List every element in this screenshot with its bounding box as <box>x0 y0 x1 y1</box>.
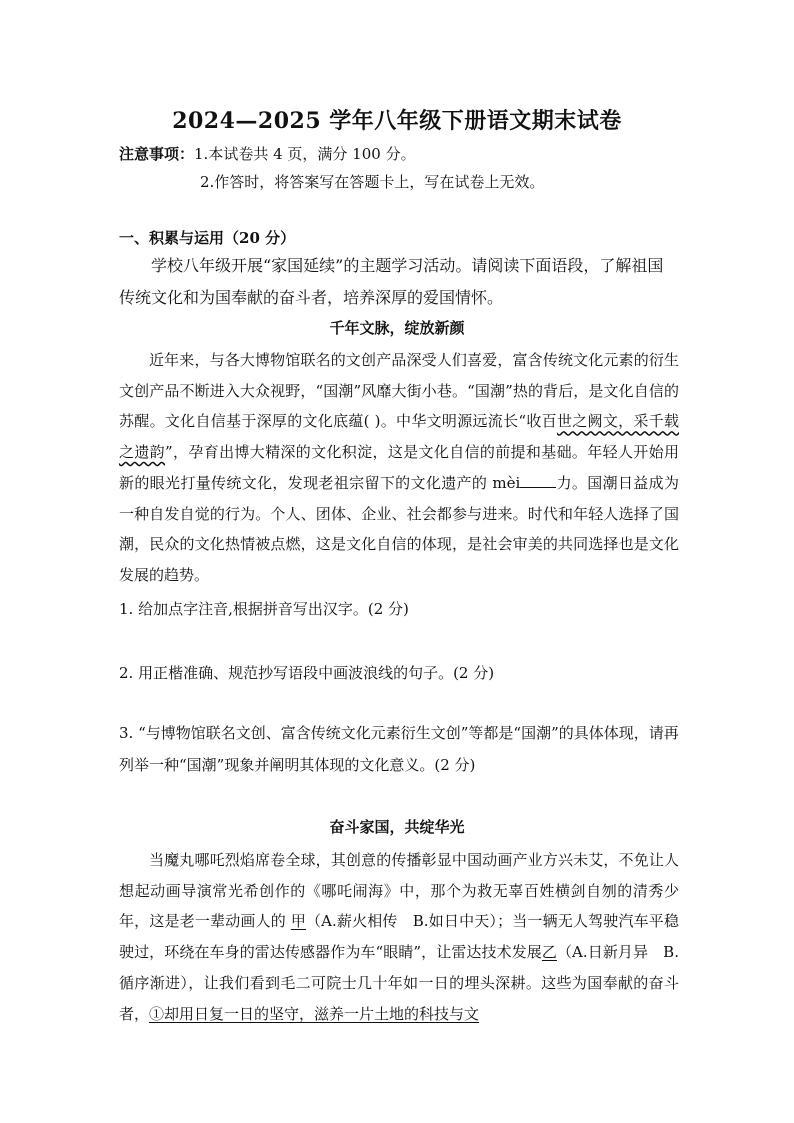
passage2-text-a: 当魔丸哪吒烈焰席卷全球，其创意的传播彰显中国动画产业方兴未艾，不免让人想起动画导演常光希创作的《哪吒闹海》中，那个为救无辜百姓横剑自刎的清秀少年，这是老一辈动画人的 <box>119 851 679 931</box>
answer-blank <box>520 471 556 488</box>
passage2-body <box>119 845 679 1029</box>
notice-label: 注意事项： <box>119 145 195 163</box>
exam-title: 2024—2025 学年八年级下册语文期末试卷 <box>172 108 622 134</box>
passage1-text-c: 力。国潮日益成为一种自发自觉的行为。个人、团体、企业、社会都参与进来。时代和年轻人选择了国潮，民众的文化热情被点燃，这是文化自信的体现，是社会审美的共同选择也是文化发展的趋势。 <box>119 473 679 584</box>
question-3: 3. “与博物馆联名文创、富含传统文化元素衍生文创”等都是“国潮”的具体体现，请再列举一种“国潮”现象并阐明其体现的文化意义。(2 分) <box>119 724 679 774</box>
passage1-body <box>119 345 679 591</box>
passage1-text-a: 近年来，与各大博物馆联名的文创产品深受人们喜爱，富含传统文化元素的衍生文创产品不断进入大众视野，“国潮”风靡大街小巷。“国潮”热的背后，是文化自信的苏醒。文化自信基于深厚的文化底蕴( )。中华文明源远流长“收百 <box>119 351 679 431</box>
question-1: 1. 给加点字注音,根据拼音写出汉字。(2 分) <box>119 600 409 618</box>
blank-jia: 甲 <box>290 912 306 931</box>
passage2-text-b: （A.薪火相传 B.如日中天）；当一辆无人驾驶汽车平稳驶过，环绕在车身的雷达传感器作为车“眼睛”，让雷达技术发展 <box>119 912 679 962</box>
notice-item-1: 1.本试卷共 4 页，满分 100 分。 <box>194 145 416 163</box>
passage1-title: 千年文脉，绽放新颜 <box>329 319 465 337</box>
passage1-text-b: ”，孕育出博大精深的文化积淀，这是文化自信的前提和基础。年轻人开始用新的眼光打量传统文化，发现老祖宗留下的文化遗产的 mèi <box>119 443 679 492</box>
section-intro: 学校八年级开展“家国延续”的主题学习活动。请阅读下面语段，了解祖国传统文化和为国奉献的奋斗者，培养深厚的爱国情怀。 <box>119 256 664 307</box>
question-2: 2. 用正楷准确、规范抄写语段中画波浪线的句子。(2 分) <box>119 664 495 682</box>
wavy-underlined-sentence: 世之阙文，采千载之遗韵 <box>119 412 679 462</box>
blank-yi: 乙 <box>541 943 557 962</box>
notice-item-2: 2.作答时，将答案写在答题卡上，写在试卷上无效。 <box>200 173 545 191</box>
passage2-text-c: （A.日新月异 B.循序渐进），让我们看到毛二可院士几十年如一日的埋头深耕。这些为国奉献的奋斗者， <box>119 943 679 1023</box>
passage2-title: 奋斗家国，共绽华光 <box>329 818 465 836</box>
section-heading: 一、积累与运用（20 分） <box>119 229 296 247</box>
notice-line-1 <box>119 143 416 165</box>
underlined-sentence-1: ①却用日复一日的坚守，滋养一片土地的科技与文 <box>149 1004 480 1023</box>
